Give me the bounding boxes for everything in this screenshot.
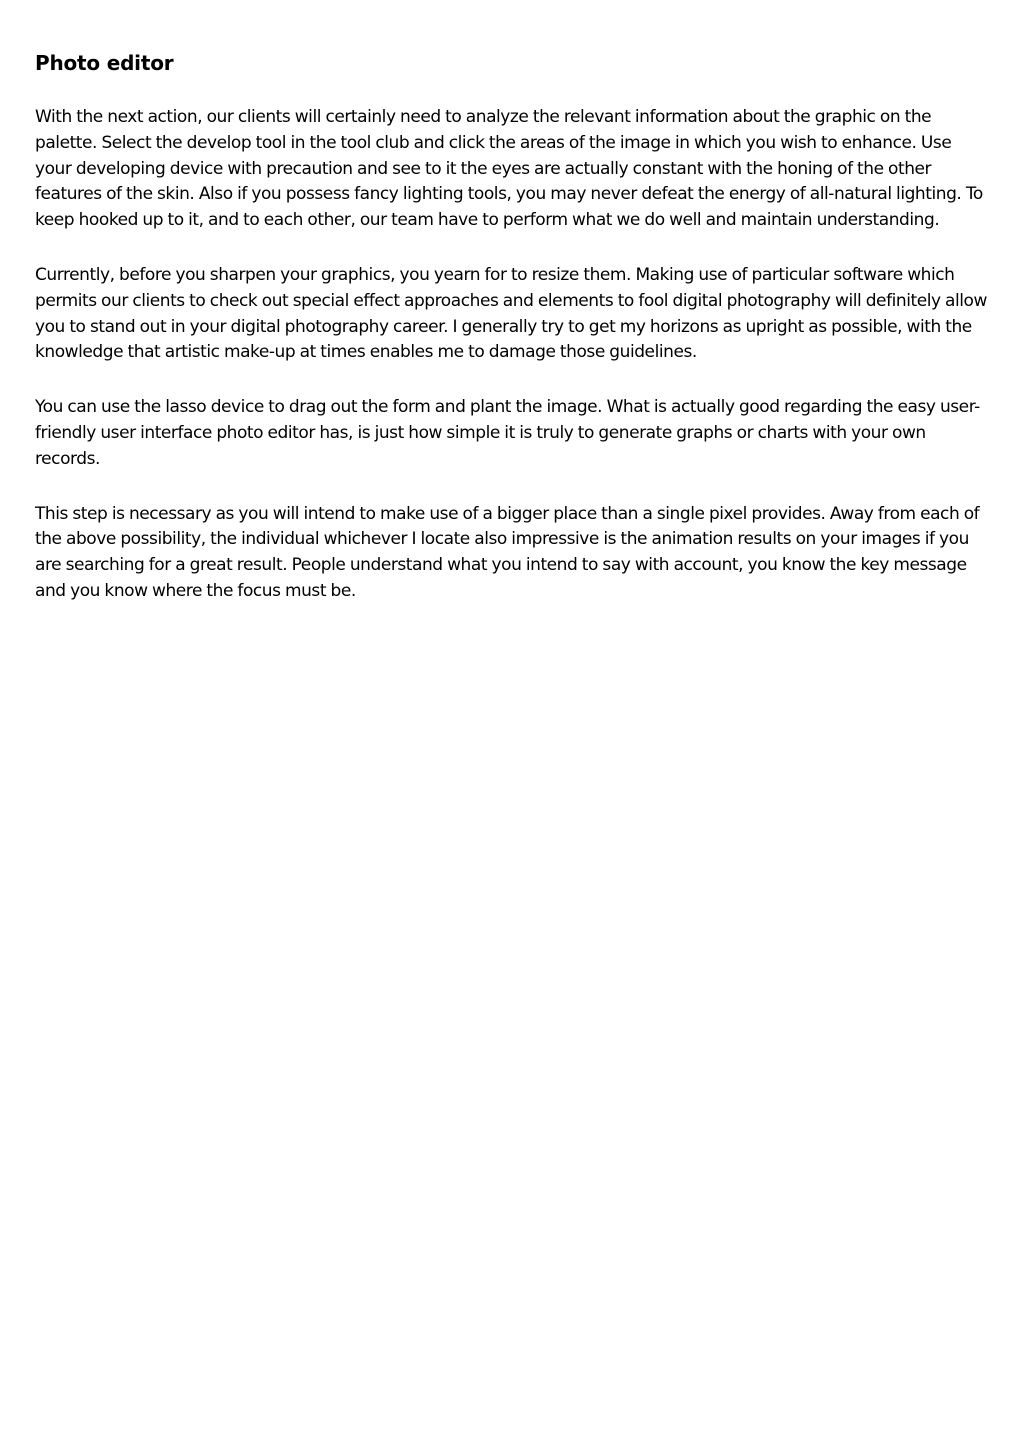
page-title: Photo editor	[35, 51, 174, 75]
paragraph-3: You can use the lasso device to drag out the form and plant the image. What is actually good regarding the easy user-friendly user interface photo editor has, is just how simple it is truly to generate graphs or charts with your own records.	[35, 397, 980, 469]
paragraph-4: This step is necessary as you will intend to make use of a bigger place than a single pixel provides. Away from each of the above possibility, the individual whichever I locate also impressive is the animation results on your images if you are searching for a great result. People understand what you intend to say with account, you know the key message and you know where the focus must be.	[35, 503, 980, 601]
paragraph-2: Currently, before you sharpen your graphics, you yearn for to resize them. Making use of particular software which permits our clients to check out special effect approaches and elements to fool digital photography will definitely allow you to stand out in your digital photography career. I generally try to get my horizons as upright as possible, with the knowledge that artistic make-up at times enables me to damage those guidelines.	[35, 264, 987, 363]
paragraph-1: With the next action, our clients will certainly need to analyze the relevant information about the graphic on the palette. Select the develop tool in the tool club and click the areas of the image in which you wish to enhance. Use your developing device with precaution and see to it the eyes are actually constant with the honing of the other features of the skin. Also if you possess fancy lighting tools, you may never defeat the energy of all-natural lighting. To keep hooked up to it, and to each other, our team have to perform what we do well and maintain understanding.	[35, 107, 983, 231]
